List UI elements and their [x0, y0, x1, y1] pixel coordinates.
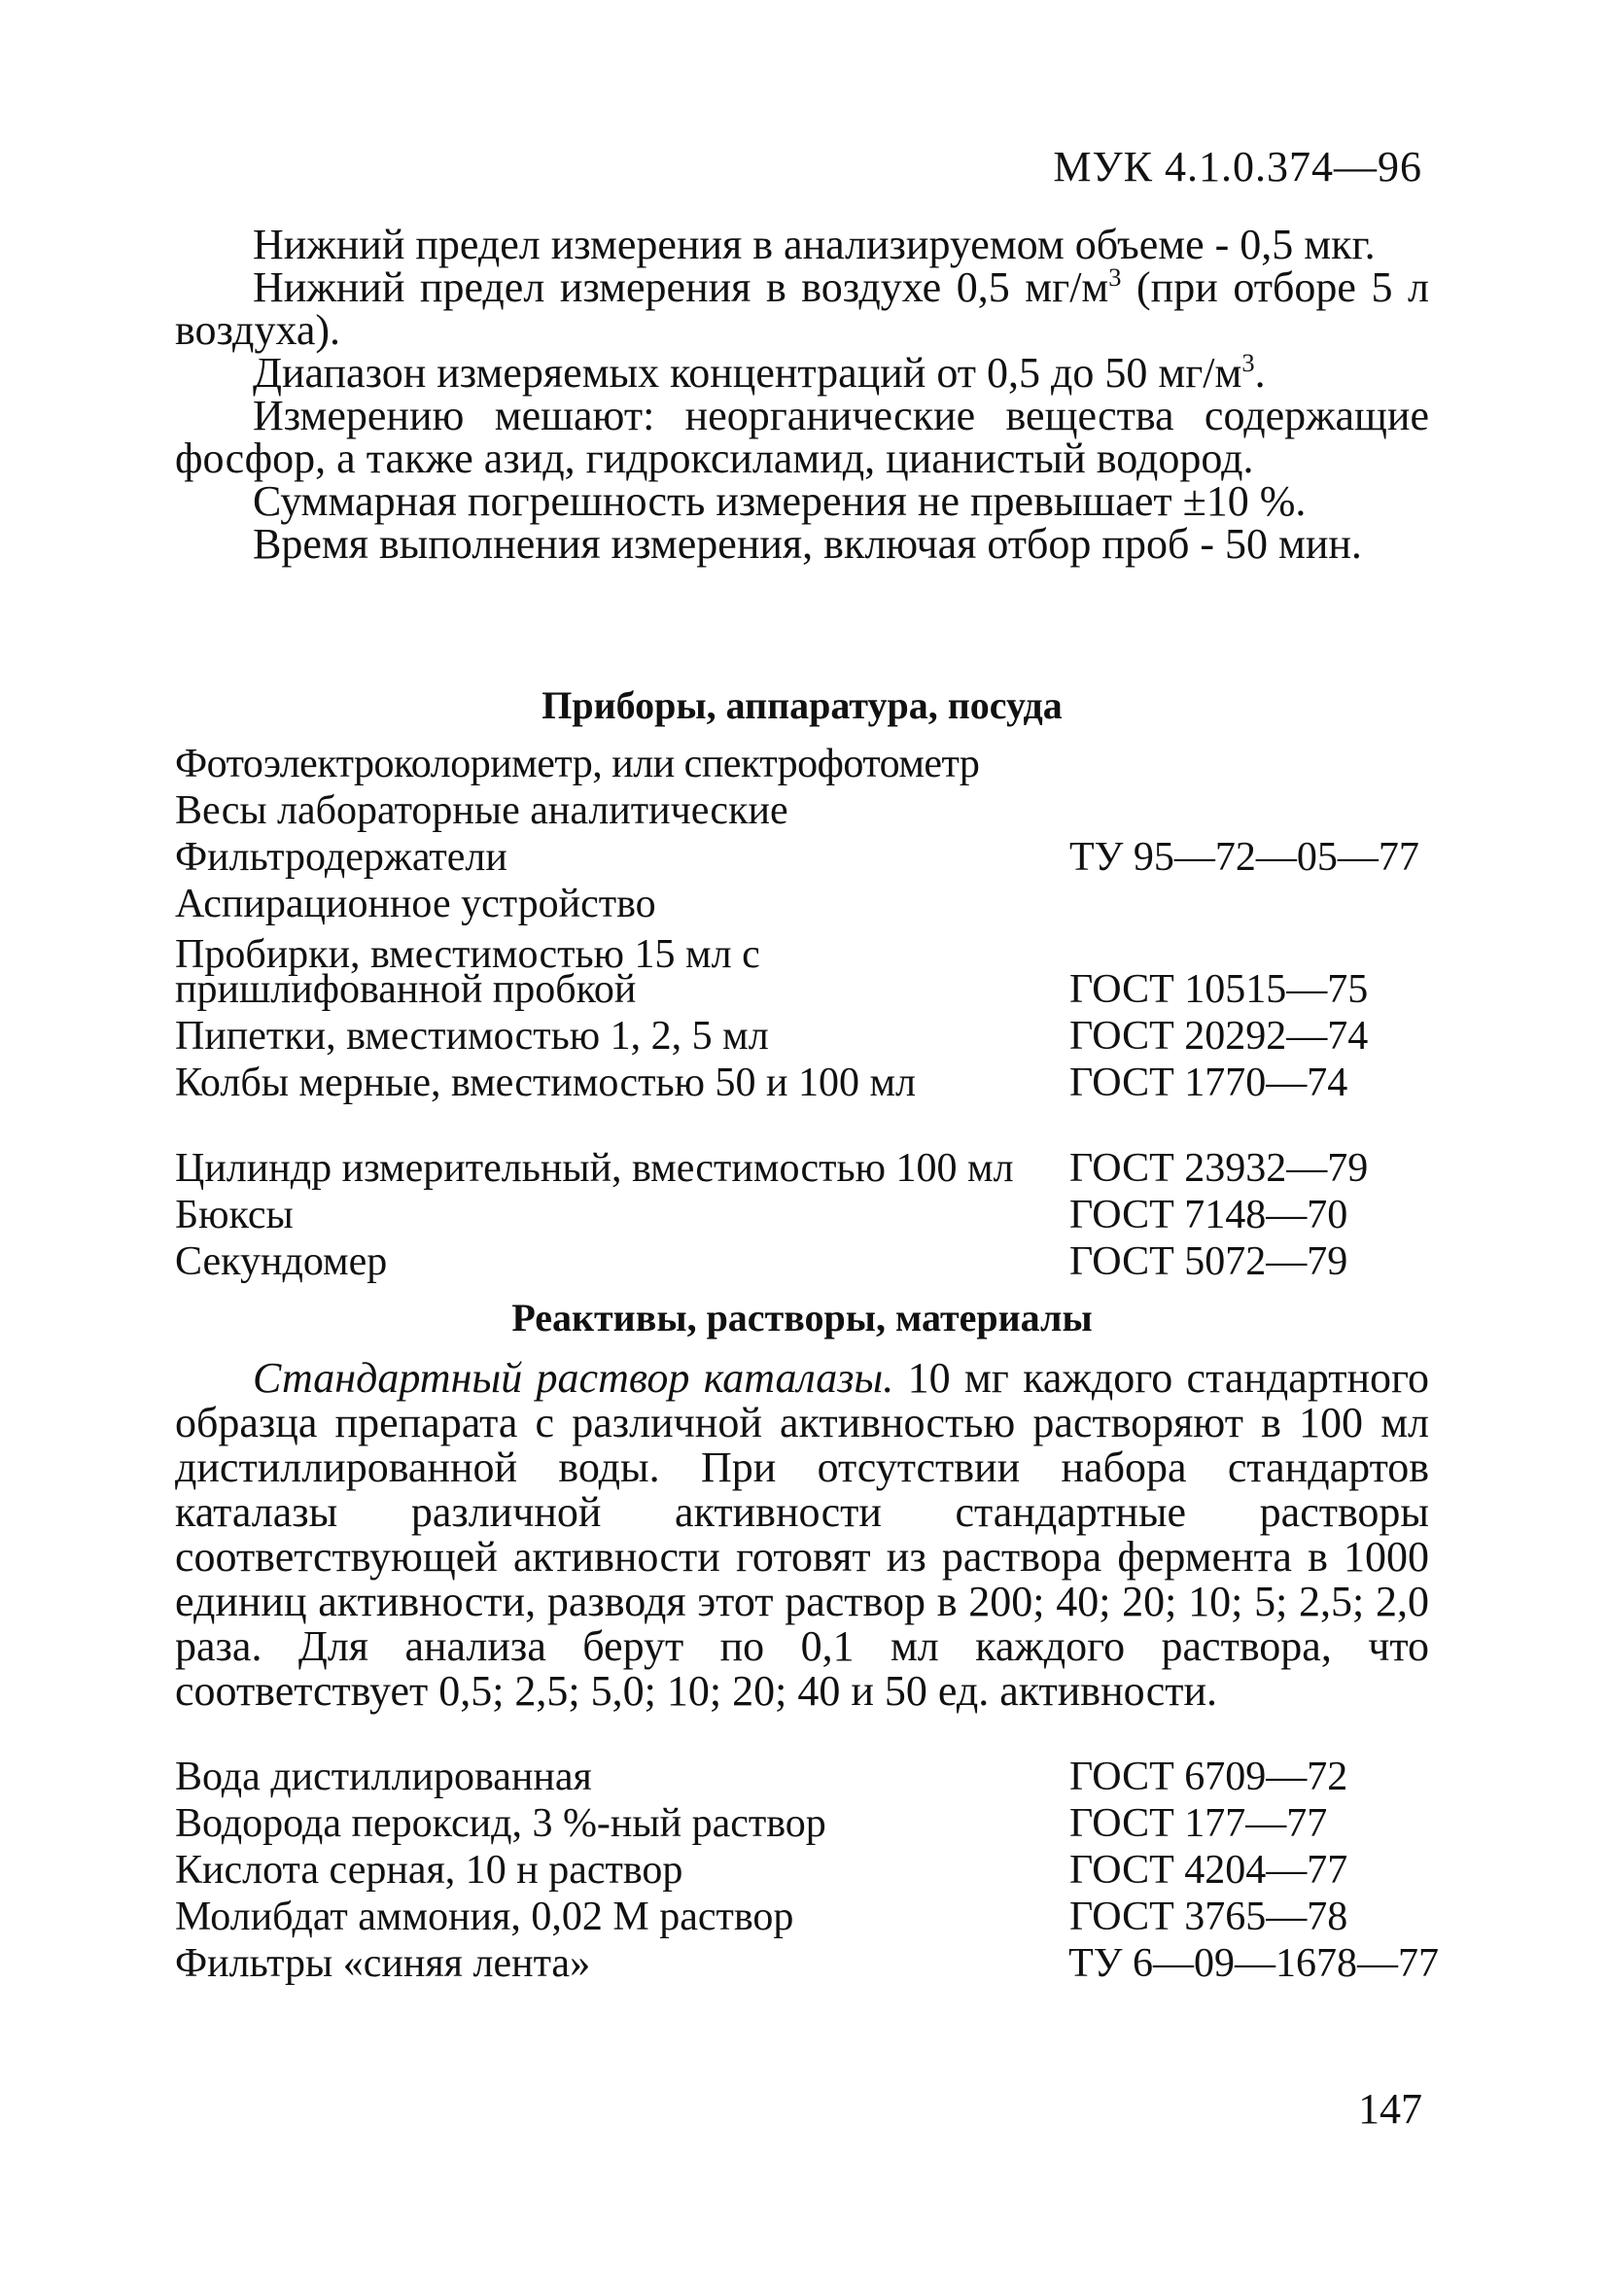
section-title-instruments: Приборы, аппаратура, посуда — [541, 683, 1063, 727]
table-row — [175, 1054, 1439, 1105]
table-row — [175, 1841, 1439, 1893]
intro-air-limit-text-end: (при отборе 5 л воздуха). — [175, 263, 1429, 354]
instruments-table — [175, 735, 1439, 1284]
intro-paragraph-error: Суммарная погрешность измерения не превышает ±10 %. — [253, 477, 1307, 525]
row-code: ТУ 6—09—1678—77 — [1068, 1941, 1439, 1986]
table-row — [175, 1007, 1439, 1059]
intro-paragraph-lower-limit: Нижний предел измерения в анализируемом объеме - 0,5 мкг. — [253, 221, 1376, 268]
table-row — [175, 1794, 1439, 1846]
standard-solution-heading: Стандартный раствор каталазы. — [253, 1354, 894, 1402]
table-row — [175, 735, 1439, 786]
row-code: ГОСТ 1770—74 — [1069, 1061, 1348, 1105]
row-code: ГОСТ 177—77 — [1069, 1801, 1328, 1846]
intro-paragraph-air-limit — [175, 262, 1429, 354]
intro-air-limit-text: Нижний предел измерения в воздухе 0,5 мг/м — [253, 263, 1109, 311]
intro-paragraph-range — [175, 348, 1429, 397]
superscript: 3 — [1108, 262, 1122, 293]
intro-paragraph-time: Время выполнения измерения, включая отбор проб - 50 мин. — [253, 520, 1362, 568]
row-name: Аспирационное устройство — [175, 882, 656, 926]
table-row — [175, 828, 1439, 880]
row-name: Вода дистиллированная — [175, 1755, 592, 1799]
row-code: ТУ 95—72—05—77 — [1069, 835, 1419, 880]
table-row — [175, 1934, 1439, 1986]
row-code: ГОСТ 6709—72 — [1069, 1755, 1348, 1799]
superscript: 3 — [1241, 348, 1255, 378]
table-row — [175, 1233, 1439, 1284]
row-name: Цилиндр измерительный, вместимостью 100 мл — [175, 1146, 1014, 1191]
section-title-reagents: Реактивы, растворы, материалы — [511, 1296, 1093, 1339]
table-row — [175, 1100, 1439, 1191]
reagents-table — [175, 1748, 1439, 1986]
intro-section — [175, 221, 1429, 568]
row-name: Фильтродержатели — [175, 835, 507, 880]
row-code: ГОСТ 3765—78 — [1069, 1895, 1348, 1939]
row-code: ГОСТ 7148—70 — [1069, 1193, 1348, 1237]
page-number: 147 — [1358, 2085, 1422, 2133]
row-name: Пипетки, вместимостью 1, 2, 5 мл — [175, 1014, 769, 1059]
row-name: Пробирки, вместимостью 15 мл с пришлифованной пробкой — [175, 932, 760, 1012]
row-name: Секундомер — [175, 1239, 388, 1284]
table-row — [175, 1186, 1439, 1237]
standard-solution-paragraph — [175, 1356, 1429, 1714]
row-name: Колбы мерные, вместимостью 50 и 100 мл — [175, 1061, 916, 1105]
standard-solution-text: 10 мг каждого стандартного образца препарата с различной активностью растворяют в 100 мл дистиллированной воды. При отсутствии набора стандартов каталазы различной активности стандартные растворы соответствующей активности готовят из раствора фермента в 1000 единиц активности, разводя этот раствор в 200; 40; 20; 10; 5; 2,5; 2,0 раза. Для анализа берут по 0,1 мл каждого раствора, что соответствует 0,5; 2,5; 5,0; 10; 20; 40 и 50 ед. активности. — [175, 1354, 1429, 1715]
table-row — [175, 1748, 1439, 1799]
intro-paragraph-interference: Измерению мешают: неорганические вещества содержащие фосфор, а также азид, гидроксиламид, цианистый водород. — [175, 392, 1429, 482]
row-code: ГОСТ 23932—79 — [1069, 1146, 1369, 1191]
row-code: ГОСТ 10515—75 — [1069, 967, 1369, 1012]
row-name: Фотоэлектроколориметр, или спектрофотометр — [175, 742, 980, 786]
intro-range-text-end: . — [1254, 349, 1266, 397]
row-name: Бюксы — [175, 1193, 294, 1237]
row-name: Водорода пероксид, 3 %-ный раствор — [175, 1801, 826, 1846]
document-id-header: МУК 4.1.0.374—96 — [1053, 143, 1422, 191]
table-row — [175, 782, 1439, 833]
row-name: Весы лабораторные аналитические — [175, 788, 788, 833]
row-code: ГОСТ 20292—74 — [1069, 1014, 1369, 1059]
table-row — [175, 875, 1439, 926]
row-name: Кислота серная, 10 н раствор — [175, 1848, 683, 1893]
row-code: ГОСТ 4204—77 — [1069, 1848, 1348, 1893]
table-row — [175, 922, 1439, 1012]
row-name: Фильтры «синяя лента» — [175, 1941, 591, 1986]
table-row — [175, 1888, 1439, 1939]
row-code: ГОСТ 5072—79 — [1069, 1239, 1348, 1284]
intro-range-text: Диапазон измеряемых концентраций от 0,5 до 50 мг/м — [253, 349, 1242, 397]
row-name: Молибдат аммония, 0,02 М раствор — [175, 1895, 794, 1939]
